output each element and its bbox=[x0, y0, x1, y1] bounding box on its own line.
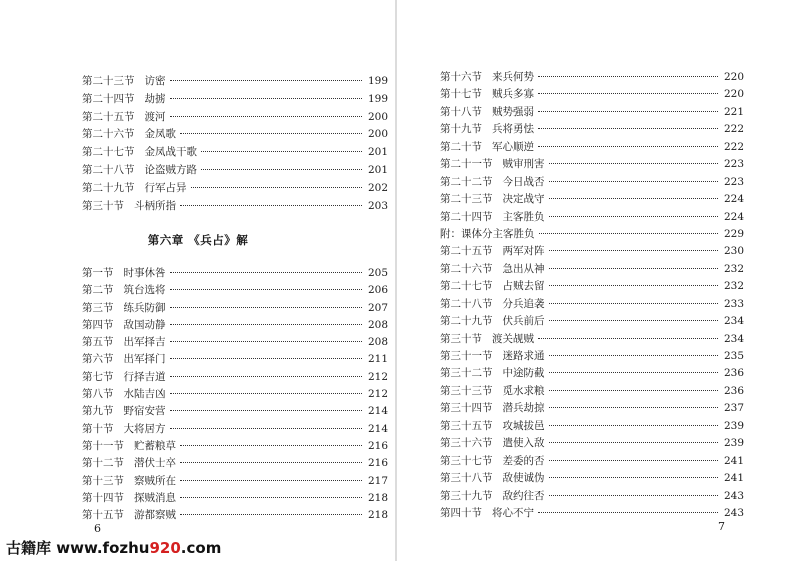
toc-dot-leader bbox=[549, 425, 719, 426]
toc-dot-leader bbox=[170, 324, 363, 325]
toc-section-number: 第三十七节 bbox=[440, 454, 493, 467]
toc-section-number: 第三十八节 bbox=[440, 472, 493, 485]
toc-page-number: 200 bbox=[367, 110, 388, 123]
toc-entry bbox=[82, 201, 388, 219]
toc-page-number: 236 bbox=[723, 384, 744, 397]
toc-dot-leader bbox=[549, 355, 719, 356]
toc-section-title: 将心不宁 bbox=[492, 506, 534, 519]
toc-page-number: 201 bbox=[367, 146, 388, 159]
toc-section-number: 第二十五节 bbox=[440, 245, 493, 258]
toc-section-number: 第三十六节 bbox=[440, 437, 493, 450]
toc-page-number: 216 bbox=[367, 457, 388, 470]
toc-section-number: 第二十六节 bbox=[82, 128, 135, 141]
toc-section-number: 第十一节 bbox=[82, 439, 124, 452]
toc-section-number: 第十二节 bbox=[82, 457, 124, 470]
toc-dot-leader bbox=[538, 338, 718, 339]
toc-section-number: 第二十九节 bbox=[440, 315, 493, 328]
toc-entry bbox=[440, 403, 744, 420]
toc-section-number: 第二十三节 bbox=[82, 75, 135, 87]
toc-page-number: 241 bbox=[723, 454, 744, 467]
toc-page-number: 205 bbox=[367, 267, 388, 279]
toc-dot-leader bbox=[549, 495, 719, 496]
toc-section-number: 第三十节 bbox=[82, 199, 124, 212]
toc-page-number: 220 bbox=[723, 71, 744, 83]
toc-section-title: 察贼所在 bbox=[134, 474, 176, 487]
toc-section-title: 野宿安营 bbox=[123, 405, 166, 418]
toc-section-number: 第二十四节 bbox=[440, 210, 493, 223]
toc-page-number: 239 bbox=[723, 437, 744, 450]
toc-entry bbox=[82, 94, 388, 112]
toc-section-number: 第二节 bbox=[82, 284, 114, 297]
toc-entry bbox=[440, 177, 744, 194]
toc-section-title: 迷路求通 bbox=[502, 350, 545, 362]
toc-entry bbox=[82, 303, 388, 320]
toc-section-title: 分兵追袭 bbox=[502, 297, 545, 310]
toc-dot-leader bbox=[538, 76, 718, 77]
toc-entry bbox=[82, 458, 388, 475]
toc-section-number: 第七节 bbox=[82, 370, 114, 383]
toc-section-title: 兵将勇怯 bbox=[492, 123, 534, 136]
toc-page-number: 233 bbox=[723, 297, 744, 310]
toc-dot-leader bbox=[180, 205, 362, 206]
toc-dot-leader bbox=[549, 181, 719, 182]
toc-entry bbox=[82, 285, 388, 302]
toc-dot-leader bbox=[549, 460, 719, 461]
toc-dot-leader bbox=[180, 514, 362, 515]
toc-dot-leader bbox=[549, 477, 719, 478]
toc-entry bbox=[440, 107, 744, 124]
toc-section-number: 第十五节 bbox=[82, 509, 124, 522]
toc-section-number: 第三十三节 bbox=[440, 384, 493, 397]
toc-page-number: 216 bbox=[367, 439, 388, 452]
toc-section-number: 第二十三节 bbox=[440, 193, 493, 206]
toc-entry bbox=[82, 493, 388, 510]
toc-section-number: 第二十五节 bbox=[82, 110, 135, 123]
toc-entry bbox=[440, 334, 744, 351]
toc-dot-leader bbox=[170, 376, 363, 377]
toc-entry bbox=[82, 268, 388, 285]
toc-entry bbox=[82, 372, 388, 389]
toc-entry bbox=[82, 389, 388, 406]
toc-section-title: 时事休咎 bbox=[123, 267, 166, 279]
toc-section-title: 伏兵前后 bbox=[502, 315, 545, 328]
toc-dot-leader bbox=[549, 285, 719, 286]
toc-section-title: 急出从神 bbox=[502, 262, 545, 275]
toc-dot-leader bbox=[549, 407, 719, 408]
toc-section-number: 第三十二节 bbox=[440, 367, 493, 380]
toc-section-number: 第十八节 bbox=[440, 105, 482, 118]
toc-section-title: 遣使入敌 bbox=[502, 437, 545, 450]
toc-section-title: 金凤战干歌 bbox=[144, 146, 197, 159]
toc-section-title: 潜兵劫掠 bbox=[502, 402, 545, 415]
toc-entry bbox=[82, 354, 388, 371]
toc-section-number: 第四十节 bbox=[440, 506, 482, 519]
toc-dot-leader bbox=[180, 497, 362, 498]
toc-section-number: 第二十二节 bbox=[440, 175, 493, 188]
toc-page-number: 223 bbox=[723, 175, 744, 188]
toc-list-chapter-six bbox=[82, 268, 388, 527]
toc-page-number: 202 bbox=[367, 181, 388, 194]
toc-entry bbox=[440, 72, 744, 89]
toc-section-title: 军心顺逆 bbox=[492, 140, 534, 153]
toc-page-number: 232 bbox=[723, 262, 744, 275]
toc-section-number: 第十九节 bbox=[440, 123, 482, 136]
toc-section-title: 行军占异 bbox=[144, 181, 187, 194]
toc-page-number: 224 bbox=[723, 193, 744, 206]
toc-entry bbox=[440, 229, 744, 246]
toc-entry bbox=[440, 316, 744, 333]
toc-section-title: 潜伏士卒 bbox=[134, 457, 176, 470]
toc-dot-leader bbox=[170, 428, 363, 429]
toc-section-title: 探贼消息 bbox=[134, 491, 176, 504]
toc-entry bbox=[82, 441, 388, 458]
toc-section-number: 第三节 bbox=[82, 301, 114, 314]
page-number-right: 7 bbox=[718, 520, 725, 533]
watermark-brand: 古籍库 bbox=[6, 539, 52, 557]
toc-section-number: 第三十一节 bbox=[440, 350, 493, 362]
toc-section-title: 贮蓄粮草 bbox=[134, 439, 176, 452]
toc-section-number: 第二十一节 bbox=[440, 158, 493, 171]
toc-dot-leader bbox=[549, 216, 719, 217]
toc-page-number: 199 bbox=[367, 92, 388, 105]
toc-page-number: 235 bbox=[723, 350, 744, 362]
chapter-heading: 第六章 《兵占》解 bbox=[147, 233, 249, 247]
toc-dot-leader bbox=[180, 445, 362, 446]
toc-section-number: 第二十四节 bbox=[82, 92, 135, 105]
toc-dot-leader bbox=[170, 80, 363, 81]
toc-dot-leader bbox=[538, 128, 718, 129]
toc-page-number: 214 bbox=[367, 422, 388, 435]
toc-entry bbox=[82, 183, 388, 201]
toc-dot-leader bbox=[170, 393, 363, 394]
toc-dot-leader bbox=[170, 272, 363, 273]
toc-section-number: 第二十八节 bbox=[82, 163, 135, 176]
toc-section-number: 第九节 bbox=[82, 405, 114, 418]
toc-dot-leader bbox=[170, 341, 363, 342]
toc-dot-leader bbox=[549, 250, 719, 251]
toc-dot-leader bbox=[549, 390, 719, 391]
toc-section-title: 大将居方 bbox=[123, 422, 166, 435]
toc-entry bbox=[440, 124, 744, 141]
toc-entry bbox=[440, 264, 744, 281]
toc-page-number: 222 bbox=[723, 123, 744, 136]
toc-page-number: 212 bbox=[367, 370, 388, 383]
toc-section-title: 占贼去留 bbox=[502, 280, 545, 293]
toc-section-title: 敌国动静 bbox=[123, 318, 166, 331]
toc-dot-leader bbox=[538, 93, 718, 94]
toc-section-title: 觅水求粮 bbox=[502, 384, 545, 397]
toc-dot-leader bbox=[549, 198, 719, 199]
toc-section-number: 第五节 bbox=[82, 336, 114, 349]
toc-dot-leader bbox=[191, 187, 363, 188]
toc-page-number: 200 bbox=[367, 128, 388, 141]
toc-section-number: 第三十九节 bbox=[440, 489, 493, 502]
toc-dot-leader bbox=[180, 462, 362, 463]
toc-entry bbox=[440, 89, 744, 106]
toc-entry bbox=[440, 299, 744, 316]
toc-dot-leader bbox=[170, 98, 363, 99]
toc-page-number: 208 bbox=[367, 336, 388, 349]
toc-section-number: 第十六节 bbox=[440, 71, 482, 83]
toc-section-title: 练兵防御 bbox=[123, 301, 166, 314]
toc-dot-leader bbox=[170, 410, 363, 411]
toc-dot-leader bbox=[549, 268, 719, 269]
toc-section-title: 渡河 bbox=[144, 110, 166, 123]
toc-page-number: 203 bbox=[367, 199, 388, 212]
toc-entry bbox=[440, 246, 744, 263]
toc-entry bbox=[440, 438, 744, 455]
toc-entry bbox=[82, 337, 388, 354]
toc-page-number: 222 bbox=[723, 140, 744, 153]
toc-dot-leader bbox=[201, 169, 362, 170]
toc-entry bbox=[440, 281, 744, 298]
toc-page-number: 201 bbox=[367, 163, 388, 176]
toc-section-title: 敌约往否 bbox=[502, 489, 545, 502]
toc-section-title: 敌使诚伪 bbox=[502, 472, 545, 485]
toc-page-number: 218 bbox=[367, 509, 388, 522]
toc-section-title: 差委的否 bbox=[502, 454, 545, 467]
toc-page-number: 243 bbox=[723, 489, 744, 502]
toc-dot-leader bbox=[549, 303, 719, 304]
toc-section-title: 金凤歌 bbox=[144, 128, 176, 141]
toc-section-number: 第二十九节 bbox=[82, 181, 135, 194]
toc-entry bbox=[440, 368, 744, 385]
toc-dot-leader bbox=[170, 358, 363, 359]
toc-page-number: 236 bbox=[723, 367, 744, 380]
toc-section-title: 决定战守 bbox=[502, 193, 545, 206]
toc-page-number: 229 bbox=[723, 227, 744, 240]
toc-entry bbox=[440, 351, 744, 368]
toc-page-number: 224 bbox=[723, 210, 744, 223]
toc-page-number: 237 bbox=[723, 402, 744, 415]
toc-section-title: 中途防截 bbox=[502, 367, 545, 380]
page-number-left: 6 bbox=[94, 522, 101, 535]
toc-page-number: 230 bbox=[723, 245, 744, 258]
right-page bbox=[396, 0, 793, 561]
toc-section-number: 第一节 bbox=[82, 267, 114, 279]
toc-page-number: 212 bbox=[367, 388, 388, 401]
toc-section-number: 第十节 bbox=[82, 422, 114, 435]
toc-section-title: 两军对阵 bbox=[502, 245, 545, 258]
toc-entry bbox=[440, 491, 744, 508]
toc-entry bbox=[82, 165, 388, 183]
toc-entry bbox=[82, 424, 388, 441]
toc-section-number: 附：课体分主客胜负 bbox=[440, 227, 535, 240]
toc-entry bbox=[82, 476, 388, 493]
toc-page-number: 241 bbox=[723, 472, 744, 485]
toc-page-number: 208 bbox=[367, 318, 388, 331]
toc-page-number: 221 bbox=[723, 105, 744, 118]
toc-dot-leader bbox=[170, 289, 363, 290]
toc-section-number: 第三十四节 bbox=[440, 402, 493, 415]
toc-section-title: 论盗贼方路 bbox=[144, 163, 197, 176]
toc-section-number: 第二十七节 bbox=[440, 280, 493, 293]
toc-page-number: 218 bbox=[367, 491, 388, 504]
toc-dot-leader bbox=[180, 133, 362, 134]
toc-page-number: 234 bbox=[723, 315, 744, 328]
toc-section-title: 行择吉道 bbox=[123, 370, 166, 383]
toc-section-number: 第三十五节 bbox=[440, 419, 493, 432]
toc-dot-leader bbox=[549, 320, 719, 321]
toc-list-chapter-six-cont bbox=[440, 72, 744, 525]
toc-dot-leader bbox=[170, 116, 363, 117]
toc-page-number: 234 bbox=[723, 332, 744, 345]
toc-section-number: 第二十八节 bbox=[440, 297, 493, 310]
toc-section-title: 来兵何势 bbox=[492, 71, 534, 83]
toc-section-title: 水陆吉凶 bbox=[123, 388, 166, 401]
toc-section-number: 第六节 bbox=[82, 353, 114, 366]
toc-entry bbox=[82, 112, 388, 130]
toc-dot-leader bbox=[538, 512, 718, 513]
toc-dot-leader bbox=[538, 111, 718, 112]
toc-section-number: 第二十七节 bbox=[82, 146, 135, 159]
watermark-logo bbox=[6, 537, 221, 558]
toc-entry bbox=[440, 159, 744, 176]
toc-section-title: 渡关觇贼 bbox=[492, 332, 534, 345]
toc-entry bbox=[440, 473, 744, 490]
toc-entry bbox=[440, 456, 744, 473]
toc-section-number: 第二十六节 bbox=[440, 262, 493, 275]
toc-entry bbox=[82, 510, 388, 527]
toc-section-title: 斗柄所指 bbox=[134, 199, 176, 212]
toc-section-number: 第四节 bbox=[82, 318, 114, 331]
toc-entry bbox=[82, 76, 388, 94]
toc-entry bbox=[440, 194, 744, 211]
toc-page-number: 220 bbox=[723, 88, 744, 101]
toc-dot-leader bbox=[538, 146, 718, 147]
toc-section-title: 贼势强弱 bbox=[492, 105, 534, 118]
toc-entry bbox=[82, 406, 388, 423]
toc-page-number: 217 bbox=[367, 474, 388, 487]
toc-section-title: 访密 bbox=[144, 75, 166, 87]
toc-entry bbox=[82, 129, 388, 147]
toc-entry bbox=[440, 142, 744, 159]
toc-section-number: 第三十节 bbox=[440, 332, 482, 345]
toc-section-title: 主客胜负 bbox=[502, 210, 545, 223]
watermark-url: www.fozhu920.com bbox=[56, 539, 222, 557]
toc-section-number: 第二十节 bbox=[440, 140, 482, 153]
toc-page-number: 232 bbox=[723, 280, 744, 293]
toc-entry bbox=[440, 421, 744, 438]
toc-page-number: 239 bbox=[723, 419, 744, 432]
toc-dot-leader bbox=[549, 442, 719, 443]
toc-section-title: 游都察贼 bbox=[134, 509, 176, 522]
toc-section-title: 贼审刑害 bbox=[502, 158, 545, 171]
toc-section-title: 今日战否 bbox=[502, 175, 545, 188]
toc-entry bbox=[440, 508, 744, 525]
toc-entry bbox=[440, 386, 744, 403]
toc-dot-leader bbox=[180, 480, 362, 481]
toc-page-number: 211 bbox=[367, 353, 388, 366]
toc-dot-leader bbox=[170, 307, 363, 308]
toc-entry bbox=[440, 212, 744, 229]
toc-dot-leader bbox=[201, 151, 362, 152]
toc-section-number: 第十四节 bbox=[82, 491, 124, 504]
toc-section-title: 筑台选将 bbox=[123, 284, 166, 297]
toc-section-number: 第十三节 bbox=[82, 474, 124, 487]
toc-entry bbox=[82, 147, 388, 165]
toc-section-number: 第八节 bbox=[82, 388, 114, 401]
toc-dot-leader bbox=[549, 163, 719, 164]
toc-page-number: 207 bbox=[367, 301, 388, 314]
toc-page-number: 206 bbox=[367, 284, 388, 297]
toc-section-title: 劫掳 bbox=[144, 92, 166, 105]
toc-page-number: 243 bbox=[723, 506, 744, 519]
toc-page-number: 223 bbox=[723, 158, 744, 171]
left-page bbox=[0, 0, 396, 561]
toc-list-chapter-five-end bbox=[82, 76, 388, 218]
toc-section-title: 攻城拔邑 bbox=[502, 419, 545, 432]
toc-page-number: 214 bbox=[367, 405, 388, 418]
toc-entry bbox=[82, 320, 388, 337]
toc-section-number: 第十七节 bbox=[440, 88, 482, 101]
toc-section-title: 出军择吉 bbox=[123, 336, 166, 349]
toc-dot-leader bbox=[549, 372, 719, 373]
toc-page-number: 199 bbox=[367, 75, 388, 87]
toc-dot-leader bbox=[539, 233, 719, 234]
toc-section-title: 出军择门 bbox=[123, 353, 166, 366]
toc-section-title: 贼兵多寡 bbox=[492, 88, 534, 101]
